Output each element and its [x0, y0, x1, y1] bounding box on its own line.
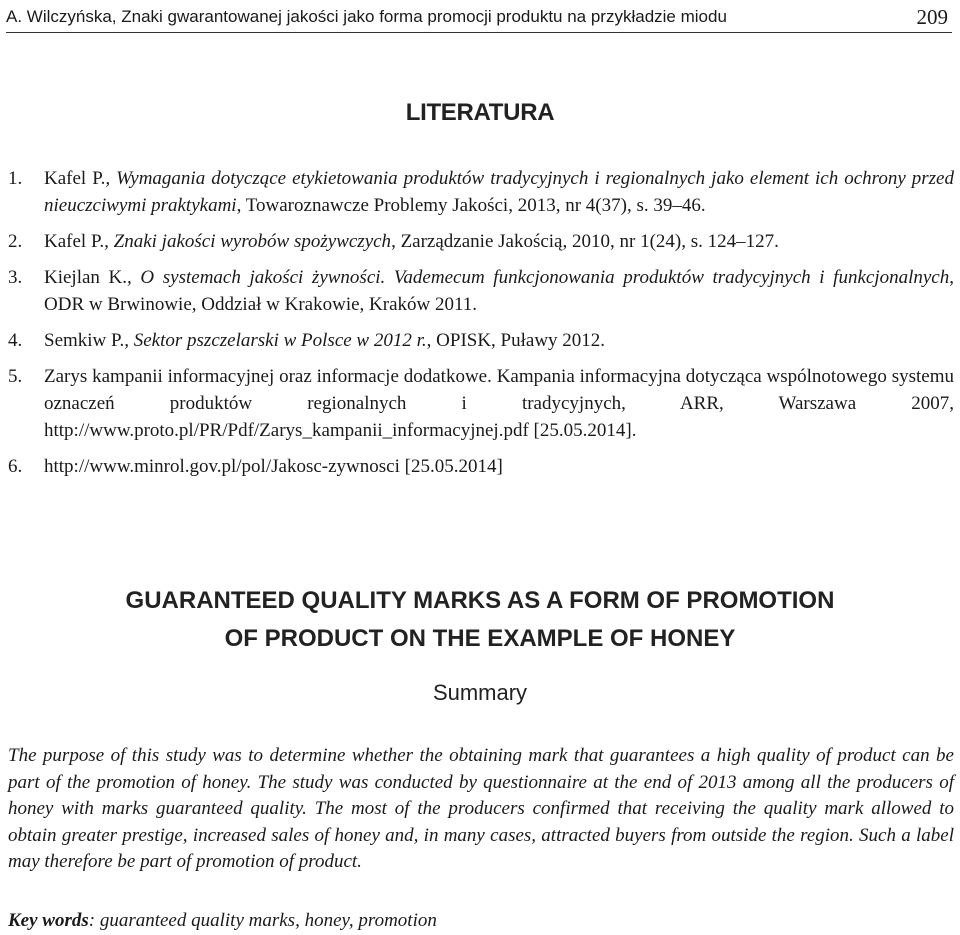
summary-text: The purpose of this study was to determine whether the obtaining mark that guarantees a high quality of product can be part of the promotion of honey. The study was conducted by questionnaire at the end of 2013 among all the producers of honey with marks guaranteed quality. The most of the producers confirmed that receiving the quality mark allowed to obtain greater prestige, increased sales of honey and, in many cases, attracted buyers from outside the region. Such a label may therefore be part of promotion of product. — [8, 745, 954, 873]
reference-text — [44, 327, 954, 354]
reference-title: , Sektor pszczelarski w Polsce w 2012 r. — [124, 330, 427, 351]
reference-body: http://www.minrol.gov.pl/pol/Jakosc-zywnosci [25.05.2014] — [44, 456, 503, 477]
reference-list — [8, 165, 954, 489]
reference-source: , ODR w Brwinowie, Oddział w Krakowie, Kraków 2011. — [44, 267, 954, 315]
page-number: 209 — [916, 4, 948, 29]
running-header — [6, 2, 952, 33]
reference-author: Kiejlan K. — [44, 267, 128, 288]
reference-item — [8, 165, 954, 219]
running-title: A. Wilczyńska, Znaki gwarantowanej jakości jako forma promocji produktu na przykładzie miodu — [6, 7, 727, 26]
reference-title: , O systemach jakości żywności. Vademecum funkcjonowania produktów tradycyjnych i funkcjonalnych — [127, 267, 950, 288]
reference-text — [44, 264, 954, 318]
reference-item — [8, 228, 954, 255]
reference-item — [8, 327, 954, 354]
reference-item — [8, 363, 954, 444]
reference-source: , Zarządzanie Jakością, 2010, nr 1(24), s. 124–127. — [391, 231, 779, 252]
english-title — [0, 582, 960, 658]
reference-author: Semkiw P. — [44, 330, 125, 351]
english-title-line-1: GUARANTEED QUALITY MARKS AS A FORM OF PROMOTION — [125, 587, 835, 614]
summary-heading: Summary — [432, 680, 528, 705]
reference-text — [44, 363, 954, 444]
reference-author: Kafel P. — [44, 231, 105, 252]
reference-source: , Towaroznawcze Problemy Jakości, 2013, nr 4(37), s. 39–46. — [236, 195, 706, 216]
reference-number: 4. — [8, 330, 23, 351]
reference-body: Zarys kampanii informacyjnej oraz informacje dodatkowe. Kampania informacyjna dotycząca wspólnotowego systemu oznaczeń produktów regionalnych i tradycyjnych, ARR, Warszawa 2007, http://www.proto.pl/PR/Pdf/Zarys_kampanii_informacyjnej.pdf [25.05.2014]. — [44, 366, 954, 441]
reference-number: 5. — [8, 366, 23, 387]
reference-author: Kafel P. — [44, 168, 106, 189]
reference-number: 2. — [8, 231, 23, 252]
reference-title: , Wymagania dotyczące etykietowania produktów tradycyjnych i regionalnych jako element ich ochrony przed nieuczciwymi praktykami — [44, 168, 954, 216]
keywords-text: : guaranteed quality marks, honey, promotion — [88, 910, 437, 931]
reference-item — [8, 453, 954, 480]
literature-heading: LITERATURA — [405, 99, 555, 126]
reference-title: , Znaki jakości wyrobów spożywczych — [104, 231, 392, 252]
reference-text — [44, 228, 954, 255]
reference-number: 1. — [8, 168, 23, 189]
reference-text — [44, 165, 954, 219]
keywords — [8, 909, 954, 933]
reference-text — [44, 453, 954, 480]
reference-number: 3. — [8, 267, 23, 288]
reference-number: 6. — [8, 456, 23, 477]
reference-item — [8, 264, 954, 318]
english-title-line-2: OF PRODUCT ON THE EXAMPLE OF HONEY — [224, 625, 736, 652]
reference-source: , OPISK, Puławy 2012. — [426, 330, 606, 351]
keywords-label: Key words — [8, 910, 89, 931]
